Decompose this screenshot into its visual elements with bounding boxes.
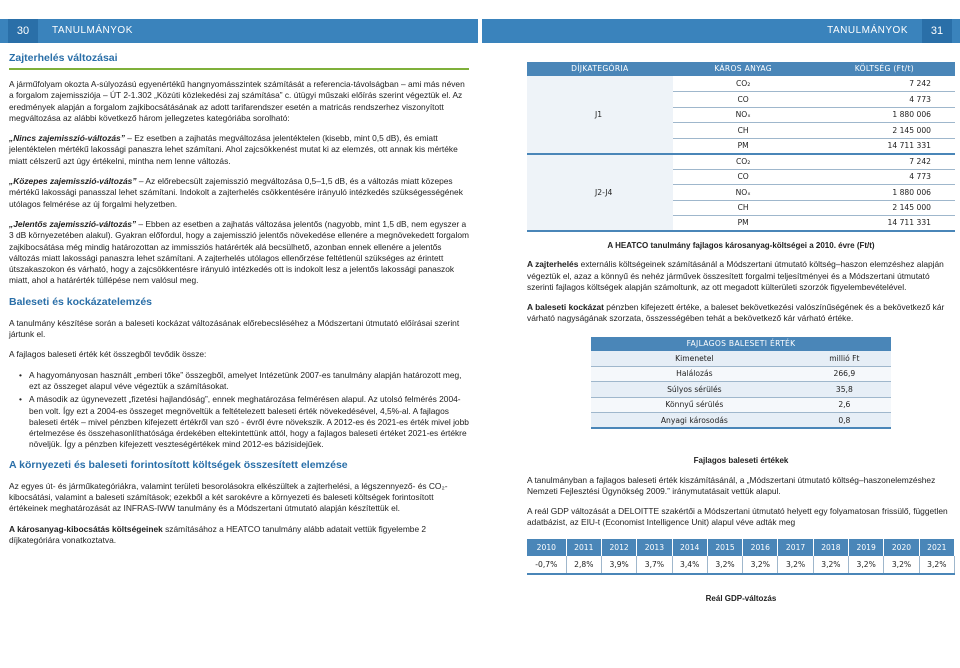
header-title-left: TANULMÁNYOK bbox=[52, 25, 133, 36]
table-cell: 7 242 bbox=[814, 154, 955, 170]
page-number-left: 30 bbox=[8, 19, 38, 43]
table-cell: 2 145 000 bbox=[814, 123, 955, 139]
table-header-row bbox=[527, 539, 955, 556]
table-cell: 4 773 bbox=[814, 92, 955, 108]
gdp-value-cell: 3,9% bbox=[601, 556, 636, 574]
table-cell: 1 880 006 bbox=[814, 107, 955, 123]
gdp-value-cell: 2,8% bbox=[566, 556, 601, 574]
year-header: 2014 bbox=[672, 539, 707, 556]
paragraph: A tanulmányban a fajlagos baleseti érték kiszámításánál, a „Módszertani útmutató költség–haszonelemzéshez Nemzeti Fejlesztési Ügynökség 2009.” iránymutatásait vettük alapul. bbox=[527, 474, 936, 496]
header-title-right: TANULMÁNYOK bbox=[827, 25, 908, 36]
page-number-right: 31 bbox=[922, 19, 952, 43]
gdp-table bbox=[527, 539, 955, 575]
table-cell: Anyagi károsodás bbox=[591, 413, 798, 429]
paragraph: „Jelentős zajemisszió-változás” – Ebben az esetben a zajhatás változása jelentős (nagyobb, mint 1,5 dB, nem egyszer a 3 dB környezetében alakul). Gyakran előfordul, hogy a zajemisszió jelentős növekedése ellenére a megnövekedett forgalom zajkibocsátása még mindig határozottan az immissziós határérték alá becsülhető, azonban ennek ellenére a jelentős változás miatt lakossági panaszra lehet számítani. A zajterhelés utólagos ellenőrzése feltétlenül szükséges az érintett útszakaszokon és várható, hogy a zajcsökkentésre irányuló intézkedés ott is indokolt lesz a jelentős lakossági panaszok miatt, ahol a határérték túllépése nem valósul meg. bbox=[9, 218, 469, 286]
table-cell: PM bbox=[673, 138, 814, 154]
gdp-value-cell: 3,2% bbox=[884, 556, 919, 574]
table-cell: 14 711 331 bbox=[814, 138, 955, 154]
year-header: 2017 bbox=[778, 539, 813, 556]
table-cell: NOₓ bbox=[673, 185, 814, 201]
table-cell: Könnyű sérülés bbox=[591, 397, 798, 413]
table-cell: CO₂ bbox=[673, 154, 814, 170]
table-header: KÖLTSÉG (Ft/t) bbox=[814, 62, 955, 76]
table-cell: 14 711 331 bbox=[814, 216, 955, 232]
gdp-value-cell: 3,4% bbox=[672, 556, 707, 574]
bullet-list bbox=[19, 370, 469, 451]
paragraph: „Nincs zajemisszió-változás” – Ez esetben a zajhatás megváltozása jelentéktelen (kisebb, mint 0,5 dB), és emiatt jelentéktelen mértékű lakossági panaszra lehet számítani. Ahol zajcsökkenést mutat ki az elemzés, ott annak kis mértéke miatt célszerű azt úgy értékelni, mintha nem lenne változás. bbox=[9, 133, 458, 166]
gdp-value-cell: 3,2% bbox=[849, 556, 884, 574]
table-row bbox=[527, 154, 955, 170]
paragraph: A zajterhelés externális költségeinek számításánál a Módszertani útmutató költség–haszon elemzéshez alapján végeztük el, azaz a könnyű és nehéz járművek összesített forgalmi teljesítményei és a Módszertani útmutató szerinti fajlagos költségek alapján számoltunk, az ott megadott külterületi szorzók figyelembevételével. bbox=[527, 259, 944, 292]
category-cell: J1 bbox=[527, 76, 673, 154]
section-title-koltsegek: A környezeti és baleseti forintosított költségek összesített elemzése bbox=[9, 458, 348, 471]
paragraph: „Közepes zajemisszió-változás” – Az előrebecsült zajemisszió megváltozása 0,5–1,5 dB, és a változás miatt közepes mértékű lakossági panasszal lehet számítani. Indokolt a zajterhelés csökkentésére irányuló intézkedés szükségességének utólagos felmérése az új forgalmi helyzetben. bbox=[9, 176, 463, 209]
table-cell: 266,9 bbox=[798, 366, 891, 382]
paragraph: A károsanyag-kibocsátás költségeinek számításához a HEATCO tanulmány alább adatait vettük figyelembe 2 díjkategóriára vonatkoztatva. bbox=[9, 523, 427, 545]
list-item: • A hagyományosan használt „emberi tőke” összegből, amelyet Intézetünk 2007-es tanulmány alapján határozott meg, ezt az összeget alapul véve végeztük a számításokat. bbox=[19, 370, 469, 393]
paragraph: A tanulmány készítése során a baleseti kockázat változásának előrebecsléséhez a Módszertani útmutató előírásai szerint jártunk el. bbox=[9, 317, 460, 340]
table-cell: CO bbox=[673, 92, 814, 108]
year-header: 2018 bbox=[813, 539, 848, 556]
gdp-value-cell: 3,2% bbox=[778, 556, 813, 574]
year-header: 2016 bbox=[743, 539, 778, 556]
year-header: 2011 bbox=[566, 539, 601, 556]
table-header: DÍJKATEGÓRIA bbox=[527, 62, 673, 76]
year-header: 2020 bbox=[884, 539, 919, 556]
table-cell: CO₂ bbox=[673, 76, 814, 92]
table-cell: NOₓ bbox=[673, 107, 814, 123]
section-title-zaj: Zajterhelés változásai bbox=[9, 52, 118, 64]
table-cell: CH bbox=[673, 123, 814, 139]
page-header-right bbox=[482, 19, 960, 43]
gdp-value-cell: -0,7% bbox=[527, 556, 566, 574]
right-column bbox=[527, 62, 955, 612]
table-cell: Kimenetel bbox=[591, 351, 798, 367]
year-header: 2021 bbox=[919, 539, 954, 556]
table-cell: PM bbox=[673, 216, 814, 232]
table-row bbox=[591, 351, 891, 367]
table-cell: CO bbox=[673, 169, 814, 185]
title-underline bbox=[9, 68, 469, 70]
paragraph: A reál GDP változását a DELOITTE szakértői a Módszertani útmutató helyett egy folyamatosan frissülő, független adatbázist, az EIU-t (Economist Intelligence Unit) alapul véve adták meg bbox=[527, 506, 948, 528]
table-cell: 35,8 bbox=[798, 382, 891, 398]
paragraph: A fajlagos baleseti érték két összegből tevődik össze: bbox=[9, 349, 207, 360]
year-header: 2019 bbox=[849, 539, 884, 556]
category-cell: J2-J4 bbox=[527, 154, 673, 232]
list-item: • A második az úgynevezett „fizetési hajlandóság”, ennek meghatározása felmérésen alapul. Az utolsó felmérés 2004-ben volt. Így ezt a 2004-es összeget megnöveltük a feltételezett baleseti érték növekedésével, 4,5%-al. A fajlagos baleseti érték – mivel pénzben kifejezett értékről van szó - évről évre növekszik. A 2012-es és 2021-es érték mivel jobb értelmezése és összehasonlíthatósága érdekében eltekintettünk attól, hogy a fajlagos baleseti értéket 2021-es értékre növeljük. Így a pénzben kifejezett veszteségértékek mind 2012-es bázisidejűek. bbox=[19, 394, 469, 450]
table-row bbox=[527, 556, 955, 574]
table-row bbox=[591, 413, 891, 429]
table-header: KÁROS ANYAG bbox=[673, 62, 814, 76]
year-header: 2013 bbox=[637, 539, 672, 556]
year-header: 2012 bbox=[601, 539, 636, 556]
paragraph: A járműfolyam okozta A-súlyozású egyenértékű hangnyomásszintek számítását a referencia-távolságban – ami más néven a forgalom zajemissziója – ÚT 2-1.302 „Közúti közlekedési zaj számítása” c. útügyi műszaki előírás szerint végeztük el. Az eredmények alapján a forgalom zajkibocsátásának az adott tarifarendszer esetén a matricás rendszerhez viszonyított megváltozása az alábbi következő három jellegzetes kategóriába sorolható: bbox=[9, 79, 465, 123]
table-caption: A HEATCO tanulmány fajlagos károsanyag-költségei a 2010. évre (Ft/t) bbox=[607, 241, 875, 250]
accident-value-table bbox=[591, 337, 891, 430]
table-caption: Fajlagos baleseti értékek bbox=[693, 456, 789, 466]
page-header-left bbox=[0, 19, 478, 43]
table-cell: 7 242 bbox=[814, 76, 955, 92]
table-caption: Reál GDP-változás bbox=[705, 593, 777, 603]
table-cell: 2,6 bbox=[798, 397, 891, 413]
table-cell: Halálozás bbox=[591, 366, 798, 382]
table-cell: 0,8 bbox=[798, 413, 891, 429]
gdp-value-cell: 3,7% bbox=[637, 556, 672, 574]
gdp-value-cell: 3,2% bbox=[743, 556, 778, 574]
table-cell: 1 880 006 bbox=[814, 185, 955, 201]
table-row bbox=[591, 366, 891, 382]
gdp-value-cell: 3,2% bbox=[813, 556, 848, 574]
left-column bbox=[9, 52, 469, 555]
year-header: 2010 bbox=[527, 539, 566, 556]
table-row bbox=[527, 76, 955, 92]
table-row bbox=[591, 382, 891, 398]
table-cell: 4 773 bbox=[814, 169, 955, 185]
table-cell: 2 145 000 bbox=[814, 200, 955, 216]
gdp-value-cell: 3,2% bbox=[919, 556, 954, 574]
heatco-table bbox=[527, 62, 955, 232]
table-cell: millió Ft bbox=[798, 351, 891, 367]
gdp-value-cell: 3,2% bbox=[707, 556, 742, 574]
paragraph: A baleseti kockázat pénzben kifejezett értéke, a baleset bekövetkezési valószínűségének és a bekövetkező kár várható nagyságának szorzata, összességében tehát a bekövetkező kár várható értéke. bbox=[527, 302, 945, 324]
table-header: FAJLAGOS BALESETI ÉRTÉK bbox=[591, 337, 891, 351]
table-cell: CH bbox=[673, 200, 814, 216]
paragraph: Az egyes út- és járműkategóriákra, valamint területi besorolásokra elkészültek a zajterhelési, a légszennyező- és CO₂-kibocsátási, valamint a baleseti számítások; ezekből a két sarokévre a környezeti és baleseti költségek forintosított értékeinek meghatározását az INFRAS-IWW tanulmány és a Módszertani útmutató alapján készítettük el. bbox=[9, 480, 448, 514]
year-header: 2015 bbox=[707, 539, 742, 556]
table-cell: Súlyos sérülés bbox=[591, 382, 798, 398]
section-title-baleseti: Baleseti és kockázatelemzés bbox=[9, 295, 153, 308]
table-row bbox=[591, 397, 891, 413]
